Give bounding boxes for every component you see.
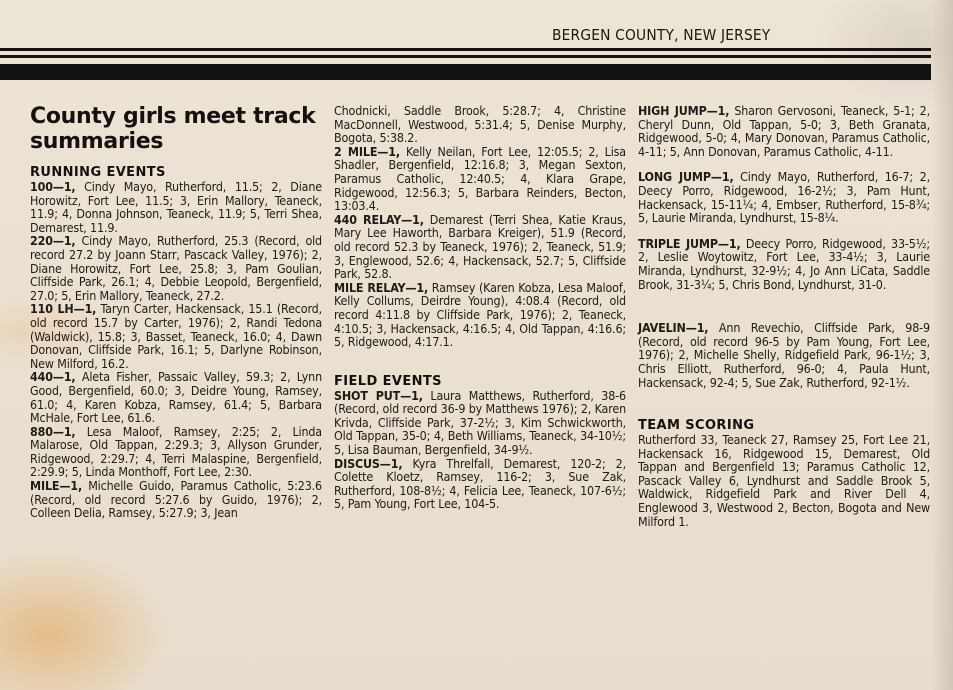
event-results: Laura Matthews, Rutherford, 38-6 (Record, old record 36-9 by Matthews 1976); 2, Karen Krivda, Cliffside Park, 37-2½; 3, Kim Schwickworth, Old Tappan, 35-0; 4, Beth Williams, Teaneck, 34-10½; 5, Lisa Bauman, Bergenfield, 34-9½. <box>334 387 626 458</box>
event-results: Cindy Mayo, Rutherford, 16-7; 2, Deecy Porro, Ridgewood, 16-2½; 3, Pam Hunt, Hackensack, 15-11¼; 4, Embser, Rutherford, 15-8¾; 5, Laurie Miranda, Lyndhurst, 15-8¼. <box>638 169 930 226</box>
event-results: Lesa Maloof, Ramsey, 2:25; 2, Linda Malarose, Old Tappan, 2:29.3; 3, Allyson Grunder, Ridgewood, 2:29.7; 4, Terri Malaspine, Bergenfield, 2:29.9; 5, Linda Monthoff, Fort Lee, 2:30. <box>30 423 322 480</box>
event-results: Taryn Carter, Hackensack, 15.1 (Record, old record 15.7 by Carter, 1976); 2, Randi Tedona (Waldwick), 15.8; 3, Basset, Teaneck, 16.0; 4, Dawn Donovan, Cliffside Park, 16.1; 5, Darlyne Robinson, New Milford, 16.2. <box>30 301 322 371</box>
event-label: 440—1, <box>30 369 76 385</box>
event-label: MILE—1, <box>30 478 83 494</box>
header-rule-thin-1 <box>0 48 931 51</box>
event-results: Aleta Fisher, Passaic Valley, 59.3; 2, Lynn Good, Bergenfield, 60.0; 3, Deidre Young, Ramsey, 61.0; 4, Karen Kobza, Ramsey, 61.4; 5, Barbara McHale, Fort Lee, 61.6. <box>30 369 322 426</box>
event-label: 110 LH—1, <box>30 301 97 317</box>
result-entry <box>334 104 626 145</box>
result-entry <box>334 389 626 457</box>
column-left <box>30 104 322 520</box>
event-results: Sharon Gervosoni, Teaneck, 5-1; 2, Cheryl Dunn, Old Tappan, 5-0; 3, Beth Granata, Ridgewood, 5-0; 4, Mary Donovan, Paramus Catholic, 4-11; 5, Ann Donovan, Paramus Catholic, 4-11. <box>638 103 930 159</box>
result-entry <box>638 321 930 389</box>
result-entry <box>334 281 626 349</box>
event-results: Chodnicki, Saddle Brook, 5:28.7; 4, Christine MacDonnell, Westwood, 5:31.4; 5, Denise Murphy, Bogota, 5:38.2. <box>334 103 626 146</box>
page-edge-shadow <box>931 0 953 690</box>
result-entry <box>30 479 322 520</box>
event-label: 100—1, <box>30 179 76 194</box>
section-field-events: FIELD EVENTS <box>334 373 442 389</box>
result-entry <box>334 213 626 281</box>
result-entry <box>334 145 626 213</box>
event-results: Ramsey (Karen Kobza, Lesa Maloof, Kelly Collums, Deirdre Young), 4:08.4 (Record, old record 4:11.8 by Cliffside Park, 1976); 2, Teaneck, 4:10.5; 3, Hackensack, 4:16.5; 4, Old Tappan, 4:16.6; 5, Ridgewood, 4:17.1. <box>334 279 626 350</box>
result-entry <box>30 425 322 479</box>
event-label: LONG JUMP—1, <box>638 169 734 185</box>
event-results: Cindy Mayo, Rutherford, 11.5; 2, Diane Horowitz, Fort Lee, 11.5; 3, Erin Mallory, Teaneck, 11.9; 4, Donna Johnson, Teaneck, 11.9; 5, Terri Shea, Demarest, 11.9. <box>30 179 322 235</box>
header-rule-thick <box>0 64 931 80</box>
event-results: Deecy Porro, Ridgewood, 33-5½; 2, Leslie Woytowitz, Fort Lee, 33-4½; 3, Laurie Miranda, Lyndhurst, 32-9½; 4, Jo Ann LiCata, Saddle Brook, 31-3¼; 5, Chris Bond, Lyndhurst, 31-0. <box>638 235 930 292</box>
dateline: BERGEN COUNTY, NEW JERSEY <box>552 26 771 44</box>
result-entry <box>638 237 930 291</box>
section-team-scoring: TEAM SCORING <box>638 418 755 434</box>
header-rule-thin-2 <box>0 55 931 58</box>
column-right <box>638 104 930 528</box>
event-label: HIGH JUMP—1, <box>638 103 730 118</box>
event-results: Kyra Threlfall, Demarest, 120-2; 2, Colette Kloetz, Ramsey, 116-2; 3, Sue Zak, Rutherford, 108-8½; 4, Felicia Lee, Teaneck, 107-6½; 5, Pam Young, Fort Lee, 104-5. <box>334 455 626 512</box>
result-entry <box>30 370 322 424</box>
event-results: Cindy Mayo, Rutherford, 25.3 (Record, old record 27.2 by Joann Starr, Pascack Valley, 1976); 2, Diane Horowitz, Fort Lee, 25.8; 3, Pam Goulian, Cliffside Park, 26.1; 4, Debbie Leopold, Bergenfield, 27.0; 5, Erin Mallory, Teaneck, 27.2. <box>30 233 322 303</box>
event-results: Demarest (Terri Shea, Katie Kraus, Mary Lee Haworth, Barbara Kreiger), 51.9 (Record, old record 52.3 by Teaneck, 1976); 2, Teaneck, 51.9; 3, Englewood, 52.6; 4, Hackensack, 52.7; 5, Cliffside Park, 52.8. <box>334 211 627 282</box>
result-entry <box>638 104 930 158</box>
event-label: 2 MILE—1, <box>334 143 400 159</box>
column-middle <box>334 104 626 511</box>
result-entry <box>334 457 626 511</box>
event-label: JAVELIN—1, <box>638 320 709 336</box>
event-results: Kelly Neilan, Fort Lee, 12:05.5; 2, Lisa Shadler, Bergenfield, 12:16.8; 3, Megan Sexton, Paramus Catholic, 12:40.5; 4, Klara Grape, Ridgewood, 12:56.3; 5, Barbara Reinders, Becton, 13:03.4. <box>334 143 626 214</box>
result-entry <box>30 302 322 370</box>
event-results: Ann Revechio, Cliffside Park, 98-9 (Record, old record 96-5 by Pam Young, Fort Lee, 1976); 2, Michelle Shelly, Ridgefield Park, 96-1½; 3, Chris Elliott, Rutherford, 96-0; 4, Paula Hunt, Hackensack, 92-4; 5, Sue Zak, Rutherford, 92-1½. <box>638 320 930 390</box>
result-entry <box>30 180 322 234</box>
event-label: TRIPLE JUMP—1, <box>638 235 741 251</box>
section-running-events: RUNNING EVENTS <box>30 165 166 180</box>
event-label: 880—1, <box>30 423 76 439</box>
event-label: MILE RELAY—1, <box>334 279 429 295</box>
result-entry <box>638 170 930 224</box>
event-label: 440 RELAY—1, <box>334 211 424 227</box>
event-label: 220—1, <box>30 233 76 249</box>
event-results: Michelle Guido, Paramus Catholic, 5:23.6 (Record, old record 5:27.6 by Guido, 1976); 2, Colleen Delia, Ramsey, 5:27.9; 3, Jean <box>30 478 322 521</box>
team-scoring-text: Rutherford 33, Teaneck 27, Ramsey 25, Fort Lee 21, Hackensack 16, Ridgewood 15, Demarest, Old Tappan and Bergenfield 13; Paramus Catholic 12, Pascack Valley 6, Lyndhurst and Saddle Brook 5, Waldwick, Ridgefield Park and River Dell 4, Englewood 3, Westwood 2, Becton, Bogota and New Milford 1. <box>638 432 930 529</box>
result-entry <box>30 234 322 302</box>
headline: County girls meet track summaries <box>30 104 316 154</box>
event-label: DISCUS—1, <box>334 455 403 471</box>
event-label: SHOT PUT—1, <box>334 387 423 403</box>
